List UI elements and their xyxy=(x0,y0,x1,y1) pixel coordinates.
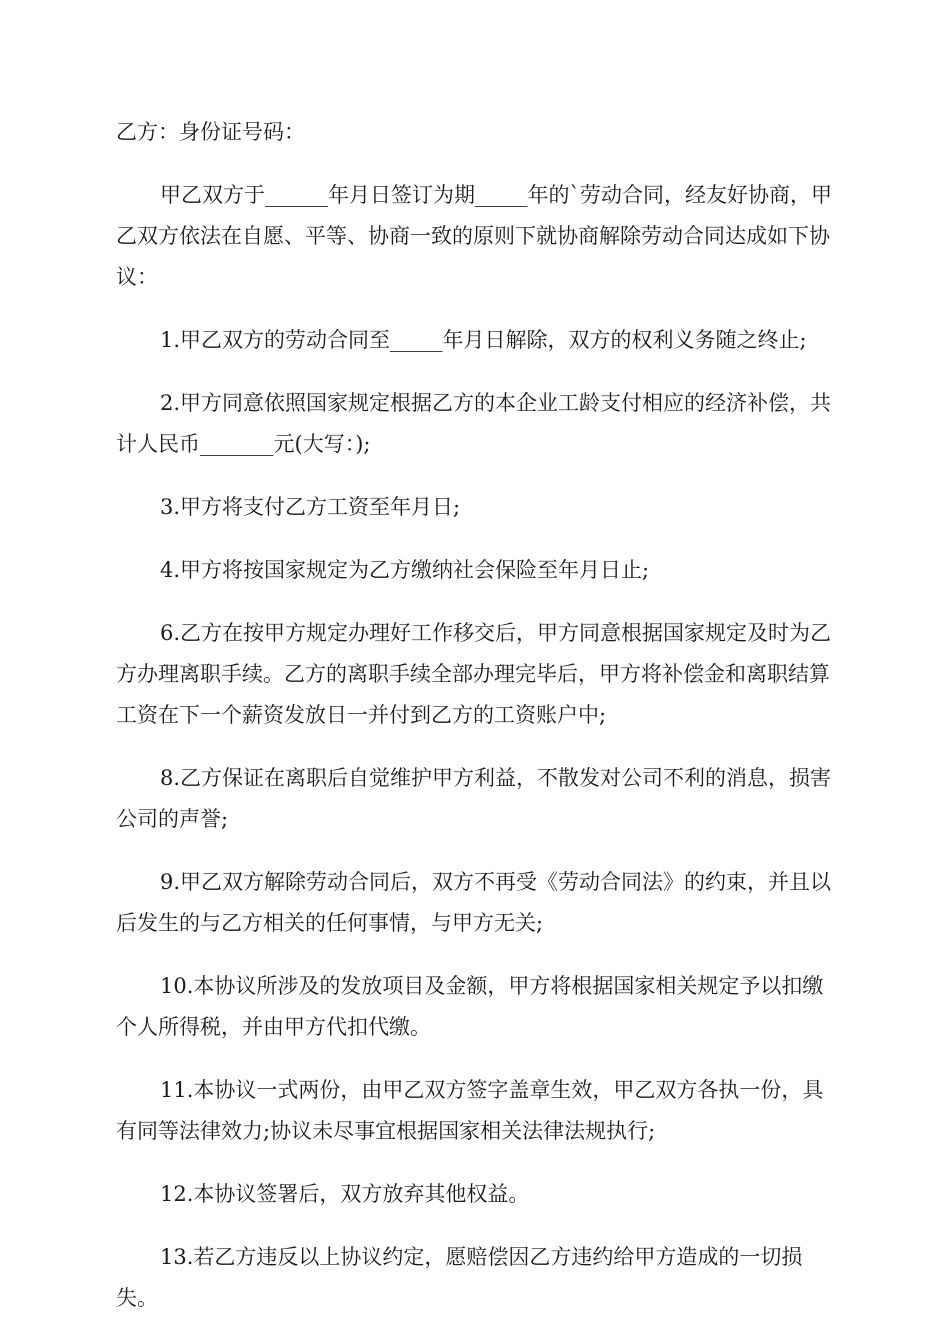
clause-9: 9.甲乙双方解除劳动合同后，双方不再受《劳动合同法》的约束，并且以后发生的与乙方相关的任何事情，与甲方无关; xyxy=(116,870,832,935)
clause-11: 11.本协议一式两份，由甲乙双方签字盖章生效，甲乙双方各执一份，具有同等法律效力;协议未尽事宜根据国家相关法律法规执行; xyxy=(116,1078,824,1143)
clause-8: 8.乙方保证在离职后自觉维护甲方利益，不散发对公司不利的消息，损害公司的声誉; xyxy=(116,766,832,831)
intro-paragraph: 甲乙双方于______年月日签订为期_____年的`劳动合同，经友好协商，甲乙双方依法在自愿、平等、协商一致的原则下就协商解除劳动合同达成如下协议： xyxy=(116,183,832,289)
clause-13: 13.若乙方违反以上协议约定，愿赔偿因乙方违约给甲方造成的一切损失。 xyxy=(116,1245,803,1310)
party-b-id-line: 乙方：身份证号码： xyxy=(116,120,305,144)
clause-6: 6.乙方在按甲方规定办理好工作移交后，甲方同意根据国家规定及时为乙方办理离职手续。乙方的离职手续全部办理完毕后，甲方将补偿金和离职结算工资在下一个薪资发放日一并付到乙方的工资账户中; xyxy=(116,621,832,727)
document-body xyxy=(116,112,832,1341)
clause-2: 2.甲方同意依照国家规定根据乙方的本企业工龄支付相应的经济补偿，共计人民币_______元(大写：); xyxy=(116,391,832,456)
clause-12: 12.本协议签署后，双方放弃其他权益。 xyxy=(160,1182,530,1206)
clause-4: 4.甲方将按国家规定为乙方缴纳社会保险至年月日止; xyxy=(160,558,650,582)
clause-10: 10.本协议所涉及的发放项目及金额，甲方将根据国家相关规定予以扣缴个人所得税，并由甲方代扣代缴。 xyxy=(116,974,824,1039)
clause-3: 3.甲方将支付乙方工资至年月日; xyxy=(160,495,461,519)
clause-1: 1.甲乙双方的劳动合同至_____年月日解除，双方的权利义务随之终止; xyxy=(160,328,807,352)
